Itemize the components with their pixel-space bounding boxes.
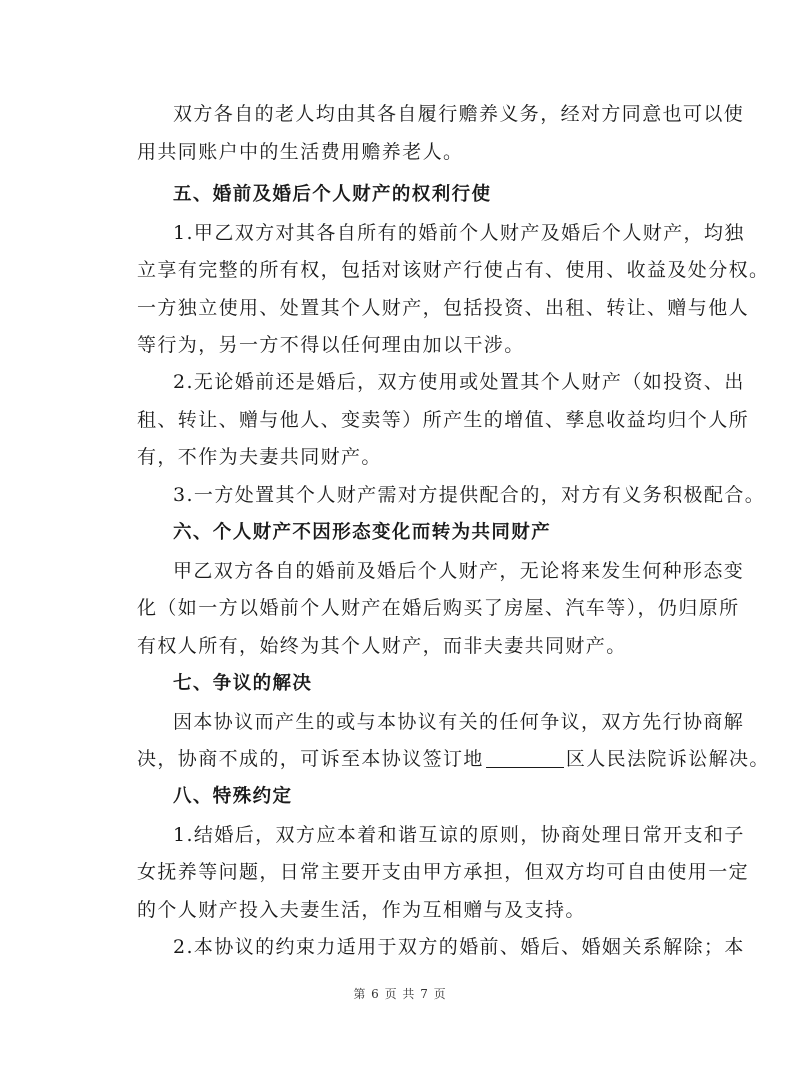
page-number-footer: 第 6 页 共 7 页 (353, 987, 447, 1001)
paragraph-line: 立享有完整的所有权，包括对该财产行使占有、使用、收益及处分权。 (137, 259, 770, 281)
paragraph-line: 用共同账户中的生活费用赡养老人。 (137, 141, 464, 163)
paragraph-line: 1.结婚后，双方应本着和谐互谅的原则，协商处理日常开支和子 (173, 824, 745, 846)
paragraph-line: 2.无论婚前还是婚后，双方使用或处置其个人财产（如投资、出 (173, 371, 745, 393)
paragraph-line: 甲乙双方各自的婚前及婚后个人财产，无论将来发生何种形态变 (173, 560, 745, 582)
paragraph-line: 1.甲乙双方对其各自所有的婚前个人财产及婚后个人财产，均独 (173, 222, 745, 244)
line-text: 区人民法院诉讼解决。 (565, 748, 770, 770)
section-heading-6: 六、个人财产不因形态变化而转为共同财产 (173, 522, 552, 543)
paragraph-line: 2.本协议的约束力适用于双方的婚前、婚后、婚姻关系解除；本 (173, 936, 745, 958)
paragraph-line: 有，不作为夫妻共同财产。 (137, 446, 382, 468)
paragraph-line: 的个人财产投入夫妻生活，作为互相赠与及支持。 (137, 899, 586, 921)
section-heading-8: 八、特殊约定 (173, 786, 293, 807)
fill-in-blank (486, 749, 564, 768)
paragraph-line: 女抚养等问题，日常主要开支由甲方承担，但双方均可自由使用一定 (137, 861, 750, 883)
line-text: 决，协商不成的，可诉至本协议签订地 (137, 748, 484, 770)
paragraph-line: 双方各自的老人均由其各自履行赡养义务，经对方同意也可以使 (173, 103, 745, 125)
paragraph-line: 有权人所有，始终为其个人财产，而非夫妻共同财产。 (137, 635, 627, 657)
section-heading-7: 七、争议的解决 (173, 673, 313, 694)
section-heading-5: 五、婚前及婚后个人财产的权利行使 (173, 184, 492, 205)
paragraph-line-with-blank (137, 747, 770, 771)
paragraph-line: 等行为，另一方不得以任何理由加以干涉。 (137, 334, 525, 356)
paragraph-line: 租、转让、赠与他人、变卖等）所产生的增值、孳息收益均归个人所 (137, 409, 750, 431)
paragraph-line: 3.一方处置其个人财产需对方提供配合的，对方有义务积极配合。 (173, 484, 766, 506)
paragraph-line: 因本协议而产生的或与本协议有关的任何争议，双方先行协商解 (173, 711, 745, 733)
paragraph-line: 化（如一方以婚前个人财产在婚后购买了房屋、汽车等），仍归原所 (137, 597, 740, 619)
paragraph-line: 一方独立使用、处置其个人财产，包括投资、出租、转让、赠与他人 (137, 297, 750, 319)
